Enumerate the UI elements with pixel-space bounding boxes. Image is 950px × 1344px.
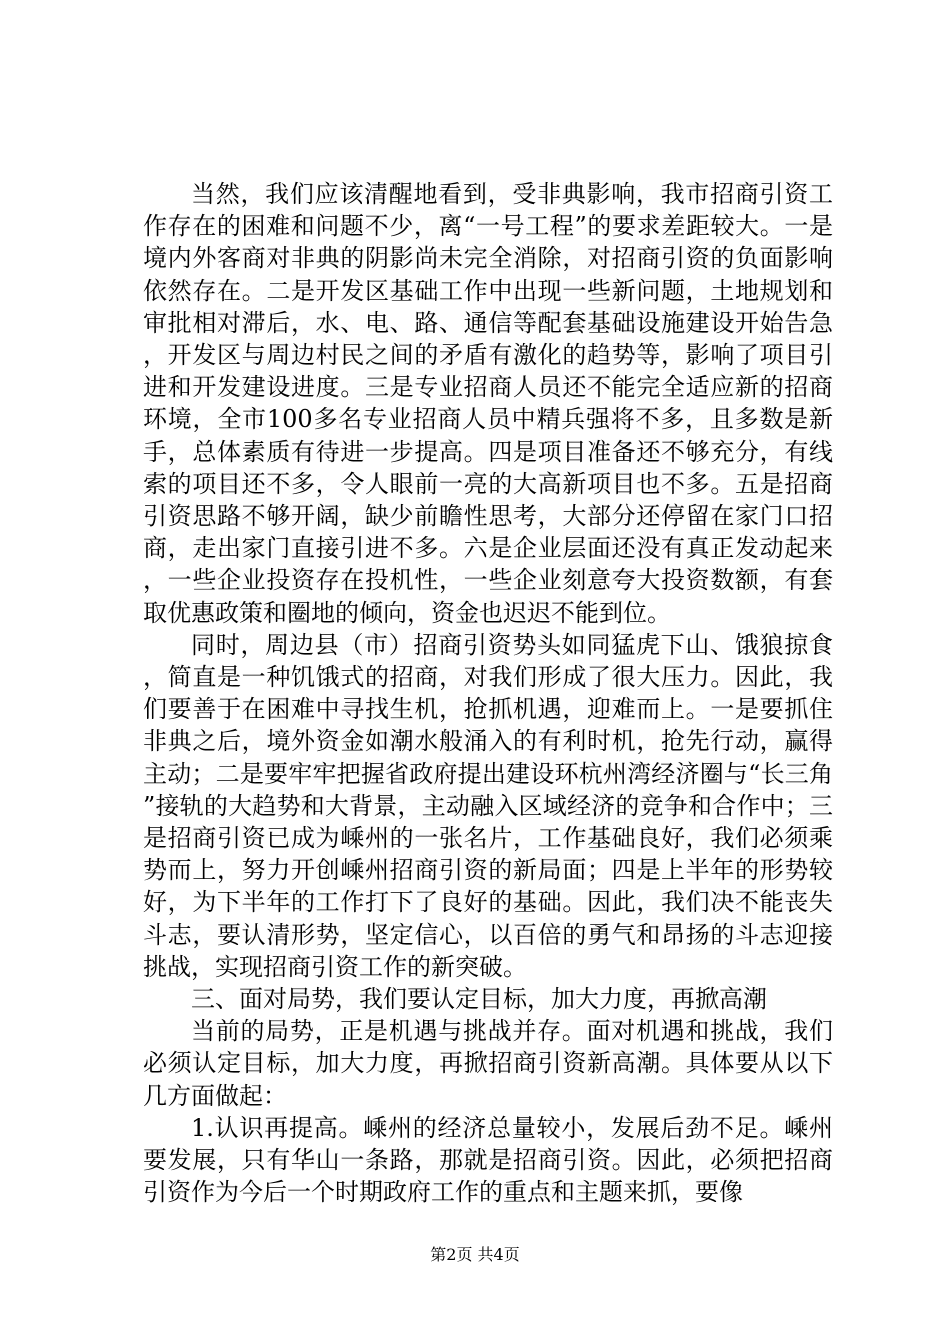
paragraph-current-situation: 当前的局势，正是机遇与挑战并存。面对机遇和挑战，我们必须认定目标，加大力度，再掀招商引资新高潮。具体要从以下几方面做起： [143,1017,833,1110]
paragraph-difficulties: 当然，我们应该清醒地看到，受非典影响，我市招商引资工作存在的困难和问题不少，离“一号工程”的要求差距较大。一是境内外客商对非典的阴影尚未完全消除，对招商引资的负面影响依然存在。二是开发区基础工作中出现一些新问题，土地规划和审批相对滞后，水、电、路、通信等配套基础设施建设开始告急，开发区与周边村民之间的矛盾有激化的趋势等，影响了项目引进和开发建设进度。三是专业招商人员还不能完全适应新的招商环境，全市100多名专业招商人员中精兵强将不多，且多数是新手，总体素质有待进一步提高。四是项目准备还不够充分，有线索的项目还不多，令人眼前一亮的大高新项目也不多。五是招商引资思路不够开阔，缺少前瞻性思考，大部分还停留在家门口招商，走出家门直接引进不多。六是企业层面还没有真正发动起来，一些企业投资存在投机性，一些企业刻意夸大投资数额，有套取优惠政策和圈地的倾向，资金也迟迟不能到位。 [143,180,833,627]
paragraph-item-one: 1.认识再提高。嵊州的经济总量较小，发展后劲不足。嵊州要发展，只有华山一条路，那就是招商引资。因此，必须把招商引资作为今后一个时期政府工作的重点和主题来抓，要像 [143,1113,833,1207]
paragraph-opportunities: 同时，周边县（市）招商引资势头如同猛虎下山、饿狼掠食，简直是一种饥饿式的招商，对我们形成了很大压力。因此，我们要善于在困难中寻找生机，抢抓机遇，迎难而上。一是要抓住非典之后，境外资金如潮水般涌入的有利时机，抢先行动，赢得主动；二是要牢牢把握省政府提出建设环杭州湾经济圈与“长三角”接轨的大趋势和大背景，主动融入区域经济的竞争和合作中；三是招商引资已成为嵊州的一张名片，工作基础良好，我们必须乘势而上，努力开创嵊州招商引资的新局面；四是上半年的形势较好，为下半年的工作打下了良好的基础。因此，我们决不能丧失斗志，要认清形势，坚定信心，以百倍的勇气和昂扬的斗志迎接挑战，实现招商引资工作的新突破。 [143,630,833,981]
document-body [143,178,833,1209]
section-heading-three: 三、面对局势，我们要认定目标，加大力度，再掀高潮 [191,985,767,1014]
page-footer: 第2页 共4页 [430,1245,520,1264]
